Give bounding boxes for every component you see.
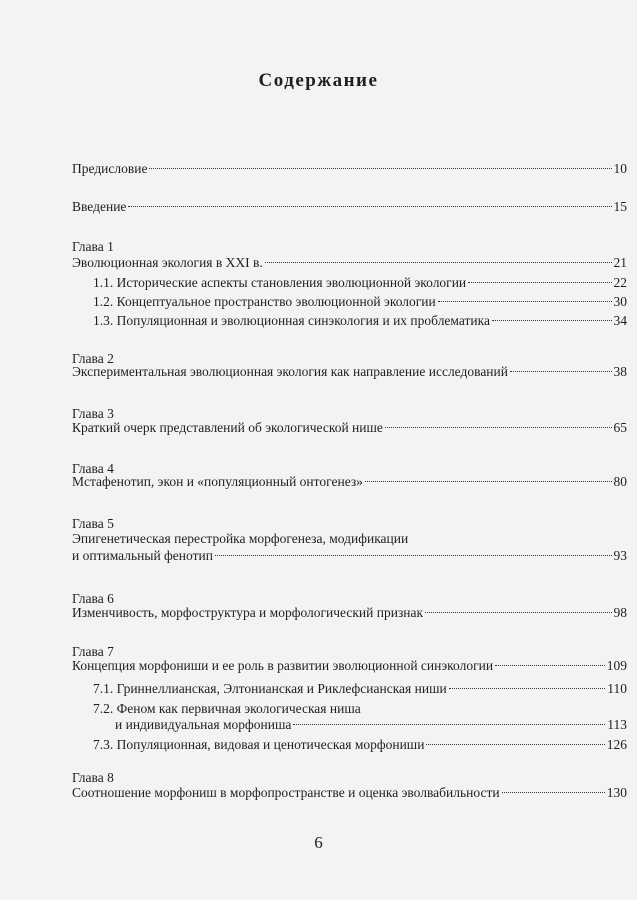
entry-label: 1.3. Популяционная и эволюционная синэкология и их проблематика — [93, 313, 490, 328]
entry-label: Введение — [72, 199, 127, 214]
toc-entry-chapter-7 — [72, 657, 627, 675]
entry-page: 98 — [613, 605, 627, 620]
entry-page: 93 — [613, 548, 627, 563]
entry-page: 15 — [613, 199, 627, 214]
leader-dots — [149, 168, 611, 169]
page-number: 6 — [314, 833, 323, 852]
toc-entry-7-2 — [115, 716, 627, 734]
leader-dots — [293, 724, 605, 725]
toc-entry-chapter-5 — [72, 547, 627, 565]
entry-page: 126 — [606, 737, 627, 752]
toc-entry-1-2 — [93, 293, 627, 311]
toc-entry-1-1 — [93, 274, 627, 292]
chapter-4-heading: Глава 4 — [72, 461, 114, 476]
chapter-1-heading: Глава 1 — [72, 239, 114, 254]
toc-entry-chapter-2 — [72, 363, 627, 381]
entry-page: 110 — [607, 681, 627, 696]
toc-entry-chapter-8 — [72, 784, 627, 802]
entry-page: 65 — [613, 420, 627, 435]
leader-dots — [492, 320, 612, 321]
entry-label: Концепция морфониши и ее роль в развитии эволюционной синэкологии — [72, 658, 494, 673]
toc-entry-1-3 — [93, 312, 627, 330]
leader-dots — [495, 665, 605, 666]
entry-label: Эволюционная экология в XXI в. — [72, 255, 263, 270]
chapter-2-heading: Глава 2 — [72, 351, 114, 366]
toc-entry-7-3 — [93, 736, 627, 754]
entry-page: 38 — [613, 364, 627, 379]
entry-page: 109 — [606, 658, 627, 673]
leader-dots — [365, 481, 612, 482]
page-title: Содержание — [258, 70, 379, 91]
chapter-5-title-line-1: Эпигенетическая перестройка морфогенеза, модификации — [72, 531, 409, 546]
leader-dots — [438, 301, 612, 302]
leader-dots — [128, 206, 611, 207]
toc-entry-7-1 — [93, 680, 627, 698]
entry-label: 1.1. Исторические аспекты становления эволюционной экологии — [93, 275, 467, 290]
chapter-7-heading: Глава 7 — [72, 644, 114, 659]
entry-label: 7.3. Популяционная, видовая и ценотическая морфониши — [93, 737, 425, 752]
entry-label: Краткий очерк представлений об экологической нише — [72, 420, 383, 435]
entry-label: 7.1. Гриннеллианская, Элтонианская и Риклефсианская ниши — [93, 681, 447, 696]
chapter-5-heading: Глава 5 — [72, 516, 114, 531]
entry-page: 80 — [613, 474, 627, 489]
toc-entry-chapter-6 — [72, 604, 627, 622]
leader-dots — [215, 555, 612, 556]
chapter-8-heading: Глава 8 — [72, 770, 114, 785]
chapter-6-heading: Глава 6 — [72, 591, 114, 606]
toc-entry-preface — [72, 160, 627, 178]
leader-dots — [385, 427, 612, 428]
toc-entry-chapter-4 — [72, 473, 627, 491]
entry-page: 30 — [613, 294, 627, 309]
entry-label: 1.2. Концептуальное пространство эволюционной экологии — [93, 294, 436, 309]
chapter-3-heading: Глава 3 — [72, 406, 114, 421]
toc-entry-chapter-3 — [72, 419, 627, 437]
entry-label: Экспериментальная эволюционная экология как направление исследований — [72, 364, 508, 379]
section-7-2-line-1: 7.2. Феном как первичная экологическая ниша — [93, 701, 361, 716]
entry-label: Соотношение морфониш в морфопространстве и оценка эволвабильности — [72, 785, 500, 800]
toc-entry-chapter-1 — [72, 254, 627, 272]
entry-page: 22 — [613, 275, 627, 290]
entry-page: 21 — [613, 255, 627, 270]
entry-page: 130 — [606, 785, 627, 800]
leader-dots — [468, 282, 611, 283]
entry-page: 113 — [607, 717, 627, 732]
leader-dots — [449, 688, 606, 689]
leader-dots — [502, 792, 605, 793]
entry-page: 10 — [613, 161, 627, 176]
entry-label: Мстафенотип, экон и «популяционный онтогенез» — [72, 474, 363, 489]
leader-dots — [265, 262, 612, 263]
entry-label: и оптимальный фенотип — [72, 548, 213, 563]
leader-dots — [425, 612, 611, 613]
entry-label: Предисловие — [72, 161, 148, 176]
leader-dots — [510, 371, 612, 372]
entry-label: Изменчивость, морфоструктура и морфологический признак — [72, 605, 424, 620]
toc-entry-intro — [72, 198, 627, 216]
entry-page: 34 — [613, 313, 627, 328]
leader-dots — [426, 744, 604, 745]
entry-label: и индивидуальная морфониша — [115, 717, 292, 732]
